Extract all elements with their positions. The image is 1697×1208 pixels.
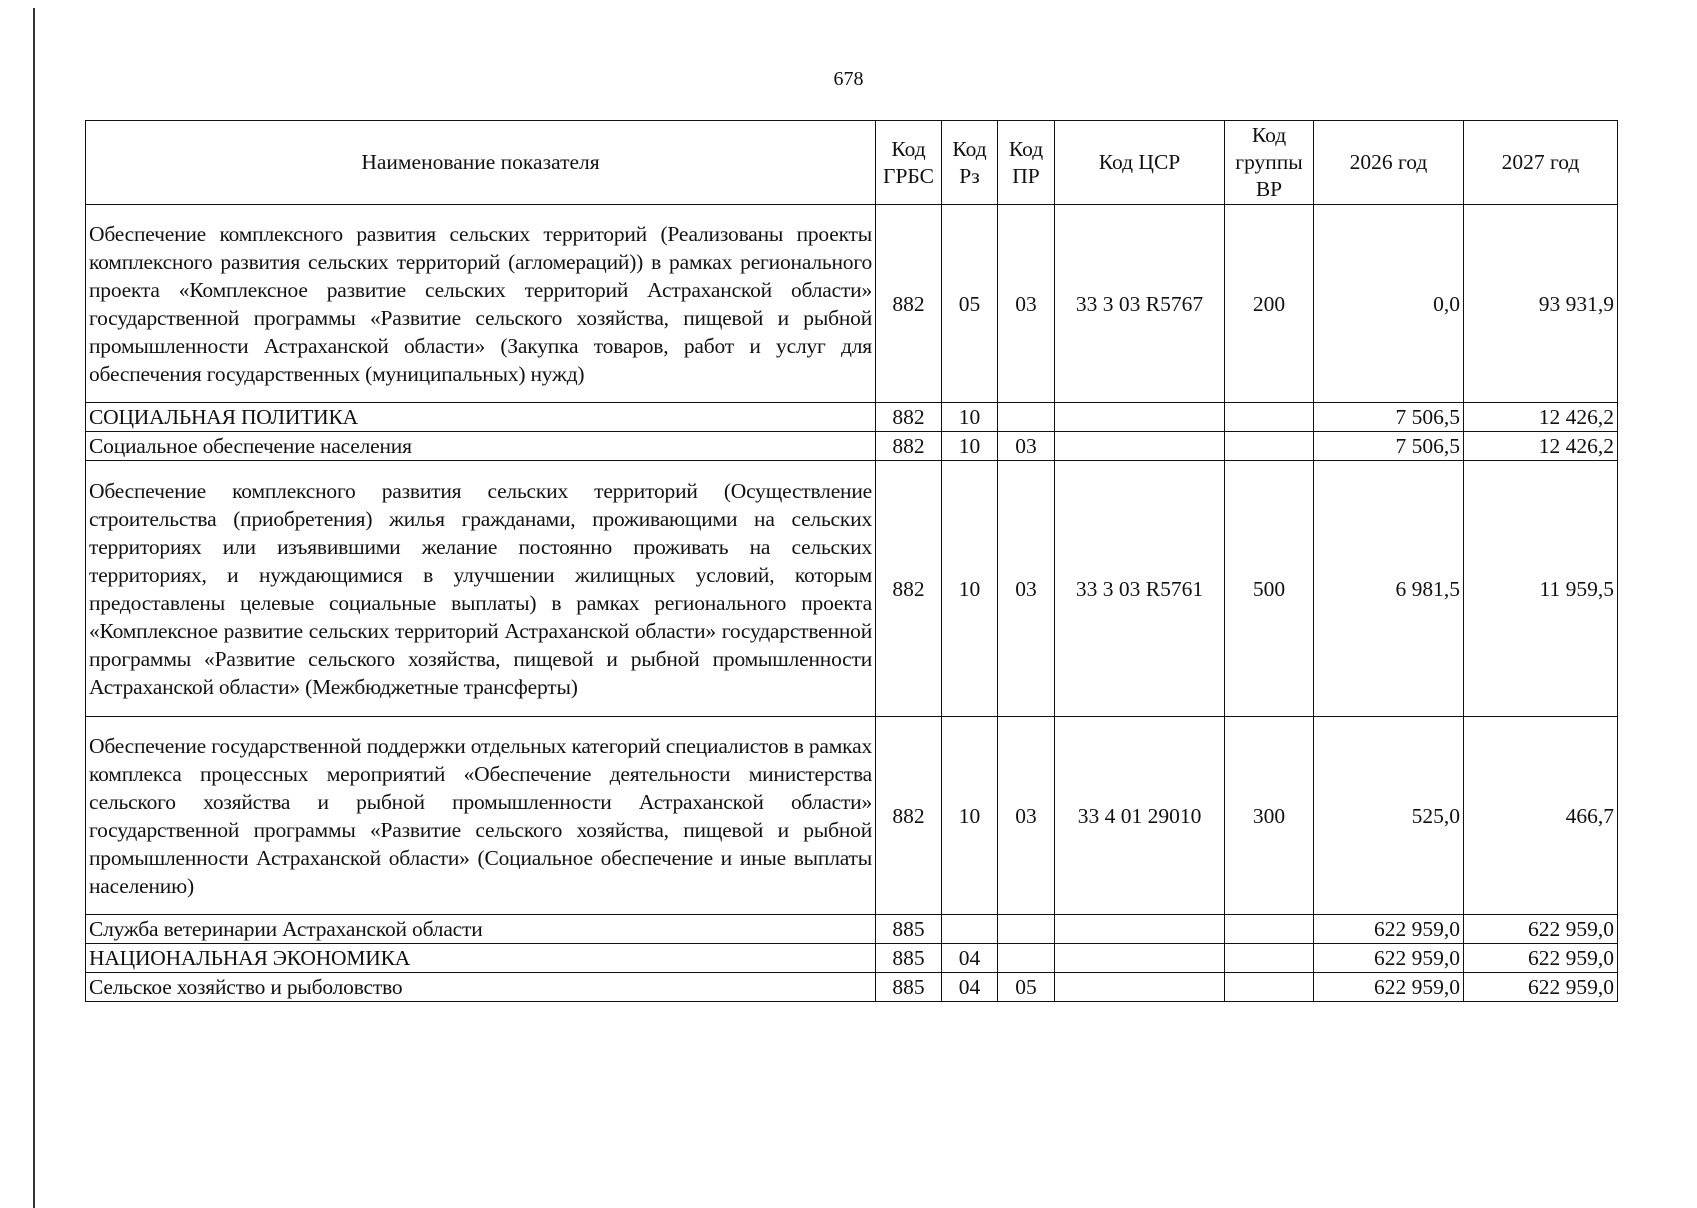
row-grbs: 882 — [876, 717, 942, 915]
row-csr — [1055, 973, 1225, 1002]
row-2026: 525,0 — [1314, 717, 1464, 915]
row-2027: 466,7 — [1464, 717, 1618, 915]
table-row — [86, 717, 1618, 915]
row-2026: 622 959,0 — [1314, 973, 1464, 1002]
header-grbs: Код ГРБС — [876, 121, 942, 205]
row-2026: 0,0 — [1314, 205, 1464, 403]
budget-table — [85, 120, 1618, 1002]
row-name: Обеспечение комплексного развития сельских территорий (Осуществление строительства (приобретения) жилья гражданами, проживающими на сельских территориях или изъявившими желание постоянно проживать на сельских территориях, и нуждающимися в улучшении жилищных условий, которым предоставлены целевые социальные выплаты) в рамках регионального проекта «Комплексное развитие сельских территорий Астраханской области» государственной программы «Развитие сельского хозяйства, пищевой и рыбной промышленности Астраханской области» (Межбюджетные трансферты) — [86, 461, 876, 717]
row-2027: 12 426,2 — [1464, 432, 1618, 461]
row-2027: 622 959,0 — [1464, 915, 1618, 944]
row-2026: 6 981,5 — [1314, 461, 1464, 717]
header-csr: Код ЦСР — [1055, 121, 1225, 205]
row-grbs: 882 — [876, 403, 942, 432]
header-2026: 2026 год — [1314, 121, 1464, 205]
table-row — [86, 915, 1618, 944]
row-csr — [1055, 432, 1225, 461]
row-rz: 10 — [942, 403, 998, 432]
row-grbs: 885 — [876, 944, 942, 973]
row-grbs: 882 — [876, 461, 942, 717]
row-vr — [1225, 973, 1314, 1002]
row-pr: 03 — [998, 205, 1055, 403]
row-name: Обеспечение государственной поддержки отдельных категорий специалистов в рамках комплекса процессных мероприятий «Обеспечение деятельности министерства сельского хозяйства и рыбной промышленности Астраханской области» государственной программы «Развитие сельского хозяйства, пищевой и рыбной промышленности Астраханской области» (Социальное обеспечение и иные выплаты населению) — [86, 717, 876, 915]
row-csr: 33 3 03 R5767 — [1055, 205, 1225, 403]
table-row — [86, 944, 1618, 973]
row-pr: 03 — [998, 432, 1055, 461]
table-row — [86, 403, 1618, 432]
row-rz: 10 — [942, 432, 998, 461]
header-row — [86, 121, 1618, 205]
binding-line — [33, 8, 35, 1208]
row-csr: 33 3 03 R5761 — [1055, 461, 1225, 717]
row-pr — [998, 944, 1055, 973]
table-row — [86, 432, 1618, 461]
row-csr — [1055, 403, 1225, 432]
row-grbs: 882 — [876, 205, 942, 403]
row-2026: 7 506,5 — [1314, 403, 1464, 432]
table-row — [86, 973, 1618, 1002]
row-name: СОЦИАЛЬНАЯ ПОЛИТИКА — [86, 403, 876, 432]
row-name: Социальное обеспечение населения — [86, 432, 876, 461]
row-2027: 12 426,2 — [1464, 403, 1618, 432]
row-pr: 03 — [998, 461, 1055, 717]
row-rz: 10 — [942, 461, 998, 717]
row-vr: 500 — [1225, 461, 1314, 717]
row-vr — [1225, 915, 1314, 944]
row-name: Сельское хозяйство и рыболовство — [86, 973, 876, 1002]
row-rz: 04 — [942, 973, 998, 1002]
row-name: Обеспечение комплексного развития сельских территорий (Реализованы проекты комплексного развития сельских территорий (агломераций)) в рамках регионального проекта «Комплексное развитие сельских территорий Астраханской области» государственной программы «Развитие сельского хозяйства, пищевой и рыбной промышленности Астраханской области» (Закупка товаров, работ и услуг для обеспечения государственных (муниципальных) нужд) — [86, 205, 876, 403]
row-csr: 33 4 01 29010 — [1055, 717, 1225, 915]
row-vr — [1225, 944, 1314, 973]
row-csr — [1055, 915, 1225, 944]
row-2026: 622 959,0 — [1314, 944, 1464, 973]
row-2027: 622 959,0 — [1464, 973, 1618, 1002]
header-vr: Код группы ВР — [1225, 121, 1314, 205]
row-2027: 11 959,5 — [1464, 461, 1618, 717]
row-2026: 622 959,0 — [1314, 915, 1464, 944]
header-pr: Код ПР — [998, 121, 1055, 205]
row-name: Служба ветеринарии Астраханской области — [86, 915, 876, 944]
header-rz: Код Рз — [942, 121, 998, 205]
row-2026: 7 506,5 — [1314, 432, 1464, 461]
row-grbs: 885 — [876, 973, 942, 1002]
header-name: Наименование показателя — [86, 121, 876, 205]
table-row — [86, 205, 1618, 403]
row-grbs: 882 — [876, 432, 942, 461]
row-rz: 10 — [942, 717, 998, 915]
row-grbs: 885 — [876, 915, 942, 944]
row-vr: 300 — [1225, 717, 1314, 915]
row-pr: 05 — [998, 973, 1055, 1002]
row-name: НАЦИОНАЛЬНАЯ ЭКОНОМИКА — [86, 944, 876, 973]
header-2027: 2027 год — [1464, 121, 1618, 205]
row-rz: 05 — [942, 205, 998, 403]
row-2027: 93 931,9 — [1464, 205, 1618, 403]
row-rz: 04 — [942, 944, 998, 973]
row-vr — [1225, 432, 1314, 461]
row-rz — [942, 915, 998, 944]
row-vr — [1225, 403, 1314, 432]
table-row — [86, 461, 1618, 717]
row-vr: 200 — [1225, 205, 1314, 403]
row-csr — [1055, 944, 1225, 973]
row-pr — [998, 403, 1055, 432]
page-number: 678 — [833, 68, 864, 90]
row-pr: 03 — [998, 717, 1055, 915]
row-pr — [998, 915, 1055, 944]
row-2027: 622 959,0 — [1464, 944, 1618, 973]
